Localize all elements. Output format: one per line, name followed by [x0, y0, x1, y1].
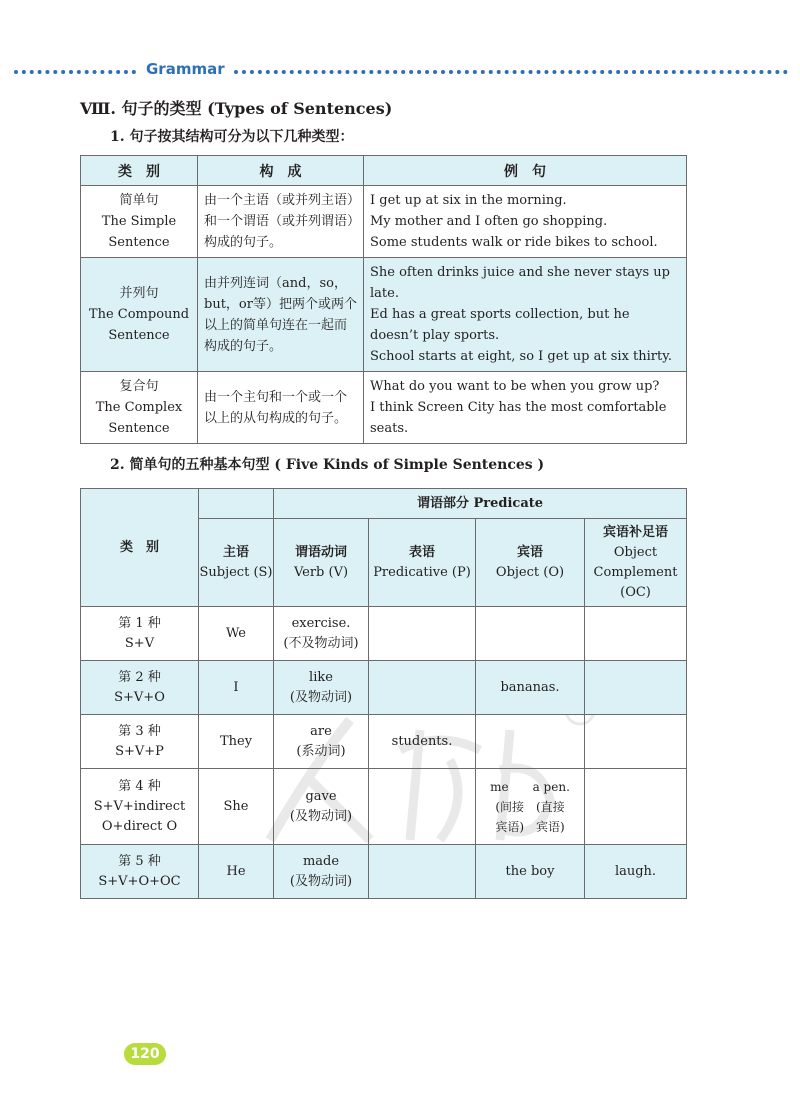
example-sentence: Ed has a great sports collection, but he doesn’t play sports.	[370, 307, 630, 343]
subject-cell: They	[199, 715, 274, 769]
pattern-cell	[81, 845, 199, 899]
table-row	[81, 845, 687, 899]
examples-cell	[364, 372, 687, 444]
category-en: The Complex	[95, 400, 183, 415]
header-structure: 构 成	[198, 156, 364, 186]
category-cn: 复合句	[119, 379, 159, 394]
predicative-cell	[369, 769, 476, 845]
header-verb	[274, 519, 369, 607]
col-cn: 主语	[222, 544, 249, 560]
category-en: Sentence	[108, 235, 170, 250]
category-cn: 简单句	[119, 193, 159, 208]
subject-cell: He	[199, 845, 274, 899]
example-sentence: My mother and I often go shopping.	[370, 214, 608, 229]
verb-cell	[274, 607, 369, 661]
sentence-types-table	[80, 155, 687, 444]
object-words: me a pen.	[490, 779, 570, 794]
category-cn: 并列句	[119, 286, 159, 301]
object-cell: bananas.	[476, 661, 585, 715]
col-en: Object (O)	[495, 564, 565, 580]
verb-note: (及物动词)	[289, 808, 353, 824]
verb-cell	[274, 715, 369, 769]
col-en: Object Complement (OC)	[593, 544, 678, 600]
examples-cell	[364, 186, 687, 258]
example-sentence: She often drinks juice and she never stays up late.	[370, 265, 670, 301]
pattern-formula: S+V+indirect O+direct O	[93, 798, 186, 834]
header-dots-left	[14, 70, 136, 74]
verb-note: (系动词)	[296, 743, 346, 759]
verb-cell	[274, 661, 369, 715]
predicative-cell	[369, 661, 476, 715]
example-sentence: What do you want to be when you grow up?	[370, 379, 660, 394]
structure-cell: 由一个主语（或并列主语）和一个谓语（或并列谓语）构成的句子。	[198, 186, 364, 258]
sub-heading-1: 1. 句子按其结构可分为以下几种类型：	[110, 129, 354, 145]
table-header-row	[81, 156, 687, 186]
page-header	[14, 60, 788, 84]
category-cell	[81, 258, 198, 372]
predicative-cell	[369, 607, 476, 661]
pattern-formula: S+V+O+OC	[98, 873, 181, 889]
pattern-formula: S+V	[124, 635, 155, 651]
pattern-cell	[81, 661, 199, 715]
category-cell	[81, 186, 198, 258]
table-row	[81, 258, 687, 372]
pattern-cell	[81, 715, 199, 769]
verb-word: are	[310, 723, 332, 739]
predicative-cell	[369, 845, 476, 899]
category-en: The Compound	[88, 307, 190, 322]
verb-note: (不及物动词)	[283, 635, 359, 651]
subject-cell: We	[199, 607, 274, 661]
header-blank	[199, 489, 274, 519]
header-category: 类 别	[81, 156, 198, 186]
col-en: Subject (S)	[199, 564, 273, 580]
verb-cell	[274, 769, 369, 845]
pattern-kind: 第 2 种	[118, 669, 161, 685]
pattern-kind: 第 4 种	[118, 778, 161, 794]
table-row	[81, 769, 687, 845]
table-row	[81, 661, 687, 715]
page-number-badge: 120	[124, 1043, 166, 1065]
example-sentence: I think Screen City has the most comfortable seats.	[370, 400, 667, 436]
header-examples: 例 句	[364, 156, 687, 186]
object-cell: the boy	[476, 845, 585, 899]
object-complement-cell	[585, 607, 687, 661]
verb-note: (及物动词)	[289, 873, 353, 889]
verb-word: made	[302, 853, 340, 869]
header-category: 类 别	[81, 489, 199, 607]
header-title: Grammar	[146, 60, 225, 78]
structure-cell: 由一个主句和一个或一个以上的从句构成的句子。	[198, 372, 364, 444]
object-cell	[476, 715, 585, 769]
example-sentence: School starts at eight, so I get up at six thirty.	[370, 349, 672, 364]
examples-cell	[364, 258, 687, 372]
subject-cell: She	[199, 769, 274, 845]
object-complement-cell	[585, 715, 687, 769]
category-en: Sentence	[108, 421, 170, 436]
verb-note: (及物动词)	[289, 689, 353, 705]
pattern-cell	[81, 607, 199, 661]
subject-cell: I	[199, 661, 274, 715]
col-cn: 宾语补足语	[602, 524, 668, 540]
object-complement-cell	[585, 769, 687, 845]
table-row	[81, 715, 687, 769]
verb-word: exercise.	[291, 615, 351, 631]
col-en: Verb (V)	[293, 564, 349, 580]
pattern-formula: S+V+P	[115, 743, 164, 759]
category-cell	[81, 372, 198, 444]
col-cn: 表语	[408, 544, 435, 560]
verb-cell	[274, 845, 369, 899]
header-predicate: 谓语部分 Predicate	[274, 489, 687, 519]
col-en: Predicative (P)	[373, 564, 471, 580]
category-en: Sentence	[108, 328, 170, 343]
col-cn: 宾语	[516, 544, 543, 560]
table-row	[81, 186, 687, 258]
header-predicative	[369, 519, 476, 607]
object-complement-cell	[585, 661, 687, 715]
object-note: (间接 (直接	[495, 799, 565, 814]
table-row	[81, 372, 687, 444]
example-sentence: I get up at six in the morning.	[370, 193, 567, 208]
object-complement-cell: laugh.	[585, 845, 687, 899]
header-object-complement	[585, 519, 687, 607]
header-dots-right	[234, 70, 788, 74]
pattern-kind: 第 3 种	[118, 723, 161, 739]
table-header-row	[81, 489, 687, 519]
pattern-formula: S+V+O	[114, 689, 165, 705]
pattern-kind: 第 1 种	[118, 615, 161, 631]
sub-heading-2: 2. 简单句的五种基本句型 ( Five Kinds of Simple Sentences )	[110, 457, 545, 473]
pattern-kind: 第 5 种	[118, 853, 161, 869]
pattern-cell	[81, 769, 199, 845]
object-cell	[476, 607, 585, 661]
object-cell	[476, 769, 585, 845]
object-note: 宾语) 宾语)	[495, 819, 565, 834]
header-subject	[199, 519, 274, 607]
predicative-cell: students.	[369, 715, 476, 769]
verb-word: like	[309, 669, 333, 685]
verb-word: gave	[305, 788, 337, 804]
header-object	[476, 519, 585, 607]
example-sentence: Some students walk or ride bikes to school.	[370, 235, 658, 250]
simple-sentence-patterns-table	[80, 488, 687, 899]
structure-cell: 由并列连词（and，so，but，or等）把两个或两个以上的简单句连在一起而构成的句子。	[198, 258, 364, 372]
category-en: The Simple	[101, 214, 177, 229]
col-cn: 谓语动词	[294, 544, 347, 560]
section-heading: Ⅷ. 句子的类型 (Types of Sentences)	[80, 99, 393, 118]
table-row	[81, 607, 687, 661]
